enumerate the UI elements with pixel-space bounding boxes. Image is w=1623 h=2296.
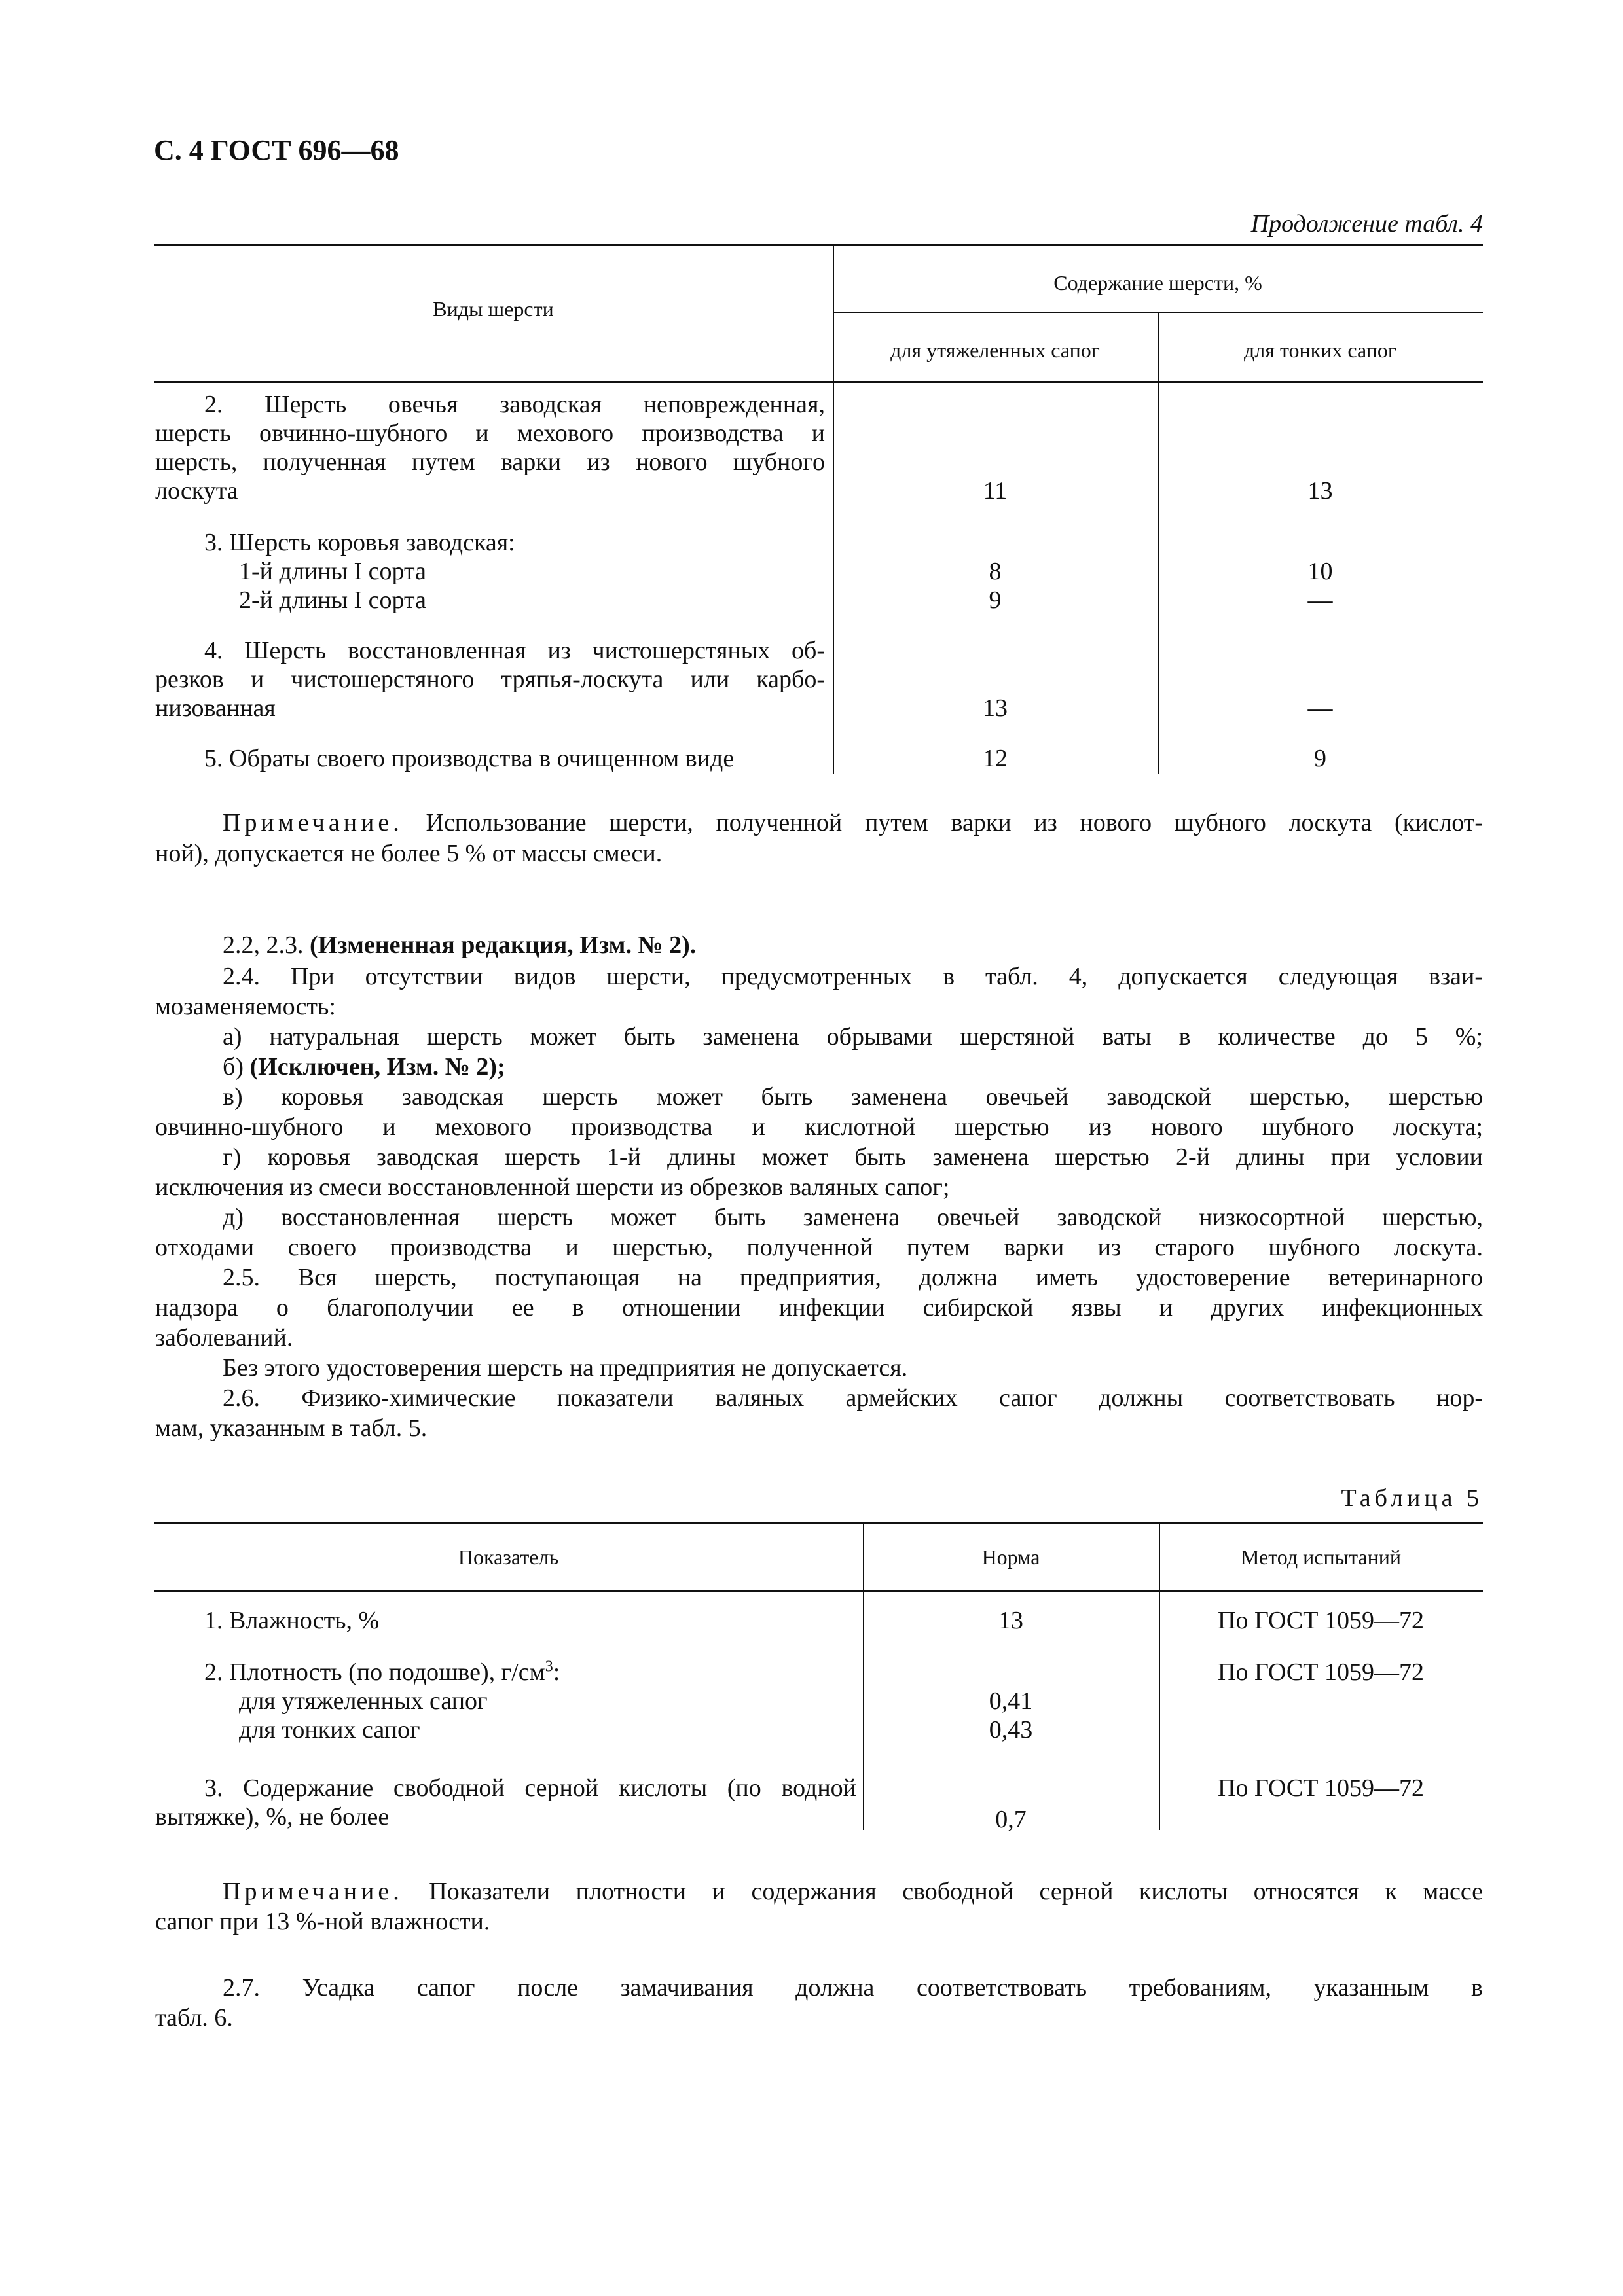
para-2-7-line1: 2.7. Усадка сапог после замачивания должна соответствовать требованиям, указанным в <box>223 1974 1483 2001</box>
t5-row3-norm: 0,7 <box>995 1806 1027 1833</box>
item-b-excluded: (Исключен, Изм. № 2); <box>249 1053 505 1081</box>
row2-line3: шерсть, полученная путем варки из нового шубного <box>155 448 825 476</box>
row3-thin-1: 10 <box>1307 558 1333 585</box>
para-2-5-line1: 2.5. Вся шерсть, поступающая на предприятия, должна иметь удостоверение ветеринарного <box>223 1264 1483 1291</box>
item-b <box>223 1051 505 1083</box>
table4-subheader-rule <box>833 312 1483 313</box>
para-2-6-line2: мам, указанным в табл. 5. <box>155 1414 428 1442</box>
table4-top-rule <box>154 244 1483 246</box>
row2-line2: шерсть овчинно-шубного и мехового производства и <box>155 420 825 447</box>
row4-line2: резков и чистошерстяного тряпья-лоскута или карбо- <box>155 666 825 693</box>
table5-note-text: Показатели плотности и содержания свободной серной кислоты относятся к массе <box>429 1878 1484 1905</box>
item-b-letter: б) <box>223 1053 244 1081</box>
item-d-line2: отходами своего производства и шерстью, полученной путем варки из старого шубного лоскута. <box>155 1234 1483 1261</box>
item-a: а) натуральная шерсть может быть заменена обрывами шерстяной ваты в количестве до 5 %; <box>223 1023 1483 1050</box>
item-g-line2: исключения из смеси восстановленной шерсти из обрезков валяных сапог; <box>155 1174 950 1201</box>
para-2-7-line2: табл. 6. <box>155 2004 233 2032</box>
table4-header-bottom-rule <box>154 381 1483 383</box>
para-2-5-line4: Без этого удостоверения шерсть на предприятия не допускается. <box>223 1354 908 1382</box>
table4-continuation-label: Продолжение табл. 4 <box>1250 210 1483 238</box>
item-d-line1: д) восстановленная шерсть может быть заменена овечьей заводской низкосортной шерстью, <box>223 1204 1483 1231</box>
row3-line3: 2-й длины I сорта <box>239 586 426 614</box>
row5-heavy: 12 <box>983 745 1008 772</box>
row4-heavy: 13 <box>983 694 1008 722</box>
table4-note-line2: ной), допускается не более 5 % от массы смеси. <box>155 840 663 867</box>
table5-col-indicator: Показатель <box>458 1545 559 1569</box>
para-2-4-line2: мозаменяемость: <box>155 993 336 1020</box>
table5-top-rule <box>154 1522 1483 1524</box>
item-v-line1: в) коровья заводская шерсть может быть заменена овечьей заводской шерстью, шерстью <box>223 1083 1483 1111</box>
row3-line2: 1-й длины I сорта <box>239 558 426 585</box>
table4-col-kind: Виды шерсти <box>433 297 554 321</box>
t5-row2-superscript: 3 <box>545 1658 553 1676</box>
table5-note-label: Примечание. <box>223 1878 403 1905</box>
t5-row3-line1: 3. Содержание свободной серной кислоты (по водной <box>204 1774 856 1802</box>
t5-row2-norm1: 0,41 <box>989 1687 1033 1715</box>
row2-thin: 13 <box>1307 477 1333 505</box>
t5-row2-method: По ГОСТ 1059—72 <box>1218 1659 1424 1686</box>
para-2-2-amendment: (Измененная редакция, Изм. № 2). <box>310 931 697 959</box>
t5-row2-sub2: для тонких сапог <box>239 1716 420 1744</box>
table4-col-heavy: для утяжеленных сапог <box>890 338 1100 362</box>
t5-row3-line2: вытяжке), %, не более <box>155 1803 390 1831</box>
row2-line1: 2. Шерсть овечья заводская неповрежденная, <box>204 391 825 418</box>
table5-caption: Таблица 5 <box>1341 1484 1483 1512</box>
row2-line4: лоскута <box>155 477 238 505</box>
t5-row2-name <box>204 1657 560 1688</box>
row3-heavy-1: 8 <box>989 558 1002 585</box>
row4-thin: — <box>1307 694 1333 722</box>
row3-thin-2: — <box>1307 586 1333 614</box>
t5-row1-method: По ГОСТ 1059—72 <box>1218 1607 1424 1634</box>
t5-row2-colon: : <box>553 1659 560 1686</box>
t5-row1-norm: 13 <box>998 1607 1023 1634</box>
row3-line1: 3. Шерсть коровья заводская: <box>204 529 515 556</box>
item-g-line1: г) коровья заводская шерсть 1-й длины может быть заменена шерстью 2-й длины при условии <box>223 1143 1483 1171</box>
table5-col-norm: Норма <box>981 1545 1040 1569</box>
row5-thin: 9 <box>1314 745 1326 772</box>
row4-line1: 4. Шерсть восстановленная из чистошерстяных об- <box>204 637 825 664</box>
table5-header-bottom-rule <box>154 1590 1483 1592</box>
t5-row2-name-text: 2. Плотность (по подошве), г/см <box>204 1659 545 1686</box>
row3-heavy-2: 9 <box>989 586 1002 614</box>
para-2-2-prefix: 2.2, 2.3. <box>223 931 304 959</box>
table4-note-label: Примечание. <box>223 809 403 836</box>
para-2-5-line2: надзора о благополучии ее в отношении инфекции сибирской язвы и других инфекционных <box>155 1294 1483 1321</box>
row4-line3: низованная <box>155 694 276 722</box>
item-v-line2: овчинно-шубного и мехового производства и кислотной шерстью из нового шубного лоскута; <box>155 1113 1483 1141</box>
table5-note-line2: сапог при 13 %-ной влажности. <box>155 1908 490 1935</box>
para-2-6-line1: 2.6. Физико-химические показатели валяных армейских сапог должны соответствовать нор- <box>223 1384 1483 1412</box>
table4-note-line1 <box>223 807 1483 838</box>
row2-heavy: 11 <box>983 477 1008 505</box>
table4-col-thin: для тонких сапог <box>1244 338 1396 362</box>
table5-col-method: Метод испытаний <box>1240 1545 1402 1569</box>
t5-row2-sub1: для утяжеленных сапог <box>239 1687 488 1715</box>
t5-row3-method: По ГОСТ 1059—72 <box>1218 1774 1424 1802</box>
para-2-5-line3: заболеваний. <box>155 1324 293 1352</box>
row5-line1: 5. Обраты своего производства в очищенном виде <box>204 745 735 772</box>
table5-note-line1 <box>223 1876 1483 1907</box>
t5-row2-norm2: 0,43 <box>989 1716 1033 1744</box>
table4-note-text: Использование шерсти, полученной путем варки из нового шубного лоскута (кислот- <box>426 809 1483 836</box>
para-2-4-line1: 2.4. При отсутствии видов шерсти, предусмотренных в табл. 4, допускается следующая взаи- <box>223 963 1483 990</box>
table4-col-content: Содержание шерсти, % <box>1053 271 1262 295</box>
page-header: С. 4 ГОСТ 696—68 <box>154 134 399 166</box>
para-2-2-2-3 <box>223 929 696 961</box>
t5-row1-name: 1. Влажность, % <box>204 1607 380 1634</box>
